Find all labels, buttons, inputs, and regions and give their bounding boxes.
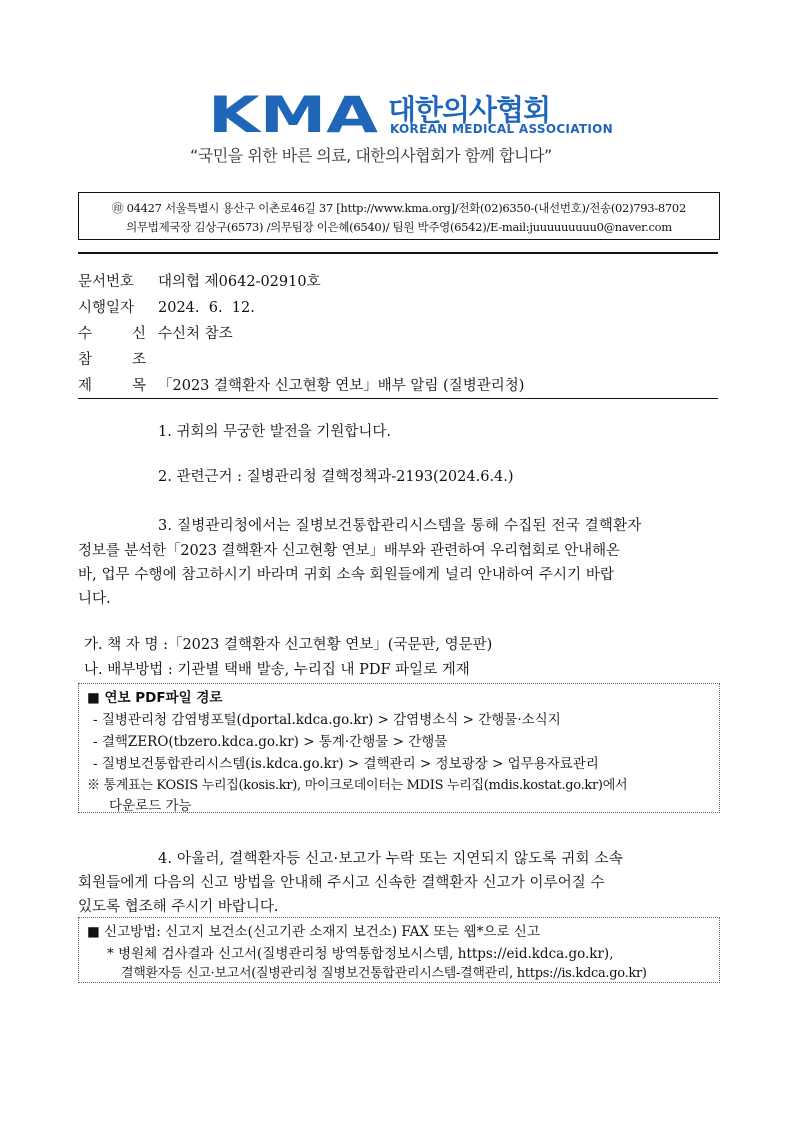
address-line-2: 의무법제국장 김상구(6573) /의무팀장 이은혜(6540)/ 팀원 박주영(6542)/E-mail:juuuuuuuuu0@naver.com [126,220,672,234]
doc-number-label: 문서번호 [78,274,135,290]
reference-row [78,348,158,369]
paragraph-3-line-1: 3. 질병관리청에서는 질병보건통합관리시스템을 통해 수집된 전국 결핵환자 [158,518,642,534]
recipient-row [78,322,233,343]
slogan: “국민을 위한 바른 의료, 대한의사협회가 함께 합니다” [190,146,552,165]
divider [78,398,718,399]
paragraph-4-line-2: 회원들에게 다음의 신고 방법을 안내해 주시고 신속한 결핵환자 신고가 이루어질 수 [78,875,605,891]
subject-row [78,374,524,395]
recipient-label-b: 신 [131,326,146,342]
address-box [78,192,720,240]
item-distribution-method: 나. 배부방법 : 기관별 택배 발송, 누리집 내 PDF 파일로 게재 [84,662,470,678]
recipient-label-a: 수 [78,326,93,342]
kma-logo-text: KMA [208,92,379,136]
subject-label-a: 제 [78,378,93,394]
pdf-path-box [78,683,720,813]
pdf-path-line: - 질병보건통합관리시스템(is.kdca.go.kr) > 결핵관리 > 정보광장 > 업무용자료관리 [93,756,599,772]
report-method-note-2: 결핵환자등 신고·보고서(질병관리청 질병보건통합관리시스템-결핵관리, https://is.kdca.go.kr) [121,966,647,981]
pdf-path-title: ■ 연보 PDF파일 경로 [87,690,223,706]
pdf-path-line: - 결핵ZERO(tbzero.kdca.go.kr) > 통계·간행물 > 간행물 [93,734,448,750]
paragraph-2: 2. 관련근거 : 질병관리청 결핵정책과-2193(2024.6.4.) [158,469,514,485]
paragraph-4-line-3: 있도록 협조해 주시기 바랍니다. [78,899,279,915]
paragraph-3-line-3: 바, 업무 수행에 참고하시기 바라며 귀회 소속 회원들에게 널리 안내하여 주시기 바랍 [78,567,615,583]
pdf-path-line: - 질병관리청 감염병포털(dportal.kdca.go.kr) > 감염병소식 > 간행물·소식지 [93,712,561,728]
reference-label-a: 참 [78,352,93,368]
reference-label-b: 조 [131,352,146,368]
subject-value: 「2023 결핵환자 신고현황 연보」배부 알림 (질병관리청) [158,378,525,394]
statistics-note: ※ 통계표는 KOSIS 누리집(kosis.kr), 마이크로데이터는 MDIS 누리집(mdis.kostat.go.kr)에서 [87,778,628,793]
report-method-title: ■ 신고방법: 신고지 보건소(신고기관 소재지 보건소) FAX 또는 웹*으로 신고 [87,924,540,940]
statistics-note-cont: 다운로드 가능 [109,798,192,814]
doc-number-row [78,270,321,291]
org-name-ko: 대한의사협회 [388,93,551,127]
date-label: 시행일자 [78,300,135,316]
item-booklet-name: 가. 책 자 명 :「2023 결핵환자 신고현황 연보」(국문판, 영문판) [84,637,493,653]
report-method-note-1: * 병원체 검사결과 신고서(질병관리청 방역통합정보시스템, https://eid.kdca.go.kr), [107,946,614,962]
divider [78,252,718,254]
doc-number-value: 대의협 제0642-02910호 [158,274,321,290]
report-method-box [78,917,720,983]
paragraph-3-line-4: 니다. [78,591,111,607]
paragraph-3-line-2: 정보를 분석한「2023 결핵환자 신고현황 연보」배부와 관련하여 우리협회로 안내해온 [78,543,620,559]
paragraph-1: 1. 귀회의 무궁한 발전을 기원합니다. [158,424,391,440]
subject-label-b: 목 [131,378,146,394]
date-value: 2024. 6. 12. [158,300,255,316]
date-row [78,296,255,317]
recipient-value: 수신처 참조 [158,326,233,342]
address-line-1: ㊞ 04427 서울특별시 용산구 이촌로46길 37 [http://www.kma.org]/전화(02)6350-(내선번호)/전송(02)793-8702 [112,201,686,215]
org-name-en: KOREAN MEDICAL ASSOCIATION [390,122,613,136]
kma-logo-mark [208,92,380,136]
paragraph-4-line-1: 4. 아울러, 결핵환자등 신고·보고가 누락 또는 지연되지 않도록 귀회 소속 [158,851,623,867]
